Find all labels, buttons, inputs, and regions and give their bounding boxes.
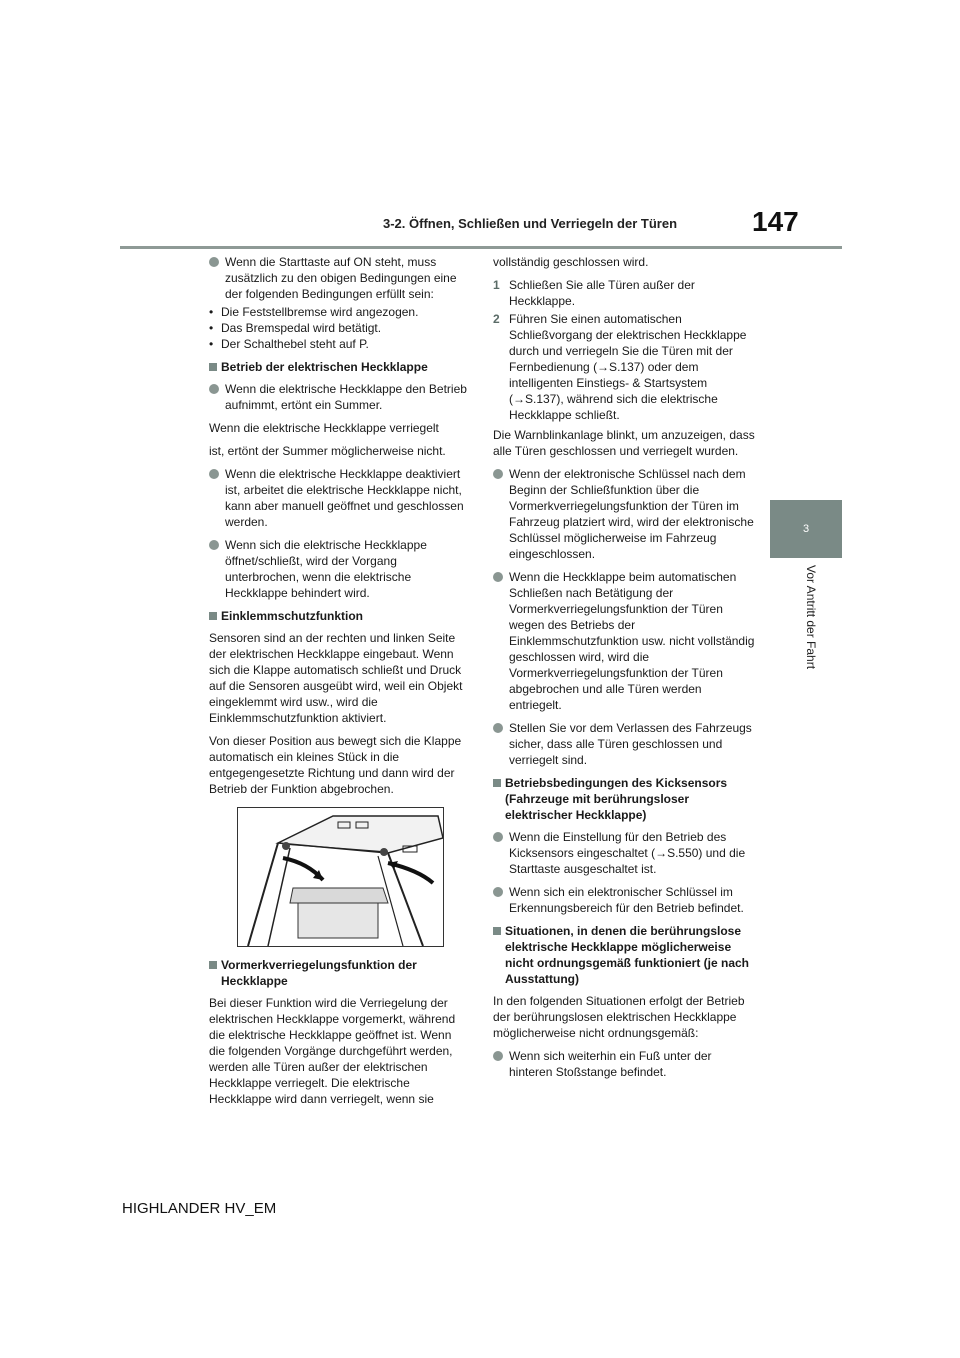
bullet-text: Stellen Sie vor dem Verlassen des Fahrzeugs sicher, dass alle Türen geschlossen und verriegelt sind. xyxy=(509,721,752,767)
left-column xyxy=(209,254,467,1114)
step-item xyxy=(493,277,755,309)
list-item: • Das Bremspedal wird betätigt. xyxy=(209,320,467,336)
step-item xyxy=(493,311,755,423)
bullet-dot-icon xyxy=(209,540,219,550)
right-column xyxy=(493,254,755,1087)
bullet-text: Wenn die elektrische Heckklappe deaktiviert ist, arbeitet die elektrische Heckklappe nicht, kann aber manuell geöffnet und geschlossen werden. xyxy=(225,467,464,529)
bullet-text: Wenn der elektronische Schlüssel nach dem Beginn der Schließfunktion über die Vormerkverriegelungsfunktion der Türen im Fahrzeug platziert wird, wird der elektronische Schlüssel möglicherweise im Fahrzeug eingeschlossen. xyxy=(509,467,754,561)
paragraph: vollständig geschlossen wird. xyxy=(493,255,649,269)
heading-text: Situationen, in denen die berührungslose elektrische Heckklappe möglicherweise nicht ordnungsgemäß funktioniert (je nach Ausstattung) xyxy=(505,924,750,986)
bullet-dot-icon xyxy=(209,257,219,267)
paragraph: Von dieser Position aus bewegt sich die Klappe automatisch ein kleines Stück in die entgegengesetzte Richtung und dann wird der Betrieb der Funktion abgebrochen. xyxy=(209,734,462,796)
square-bullet-icon xyxy=(209,612,217,620)
heading-text: Betriebsbedingungen des Kicksensors (Fahrzeuge mit berührungsloser elektrischer Heckklappe) xyxy=(505,776,728,822)
paragraph: Die Warnblinkanlage blinkt, um anzuzeigen, dass alle Türen geschlossen und verriegelt wurden. xyxy=(493,428,755,458)
step-text: Schließen Sie alle Türen außer der Heckklappe. xyxy=(509,278,695,308)
chapter-number: 3 xyxy=(802,523,810,535)
bullet-text: Wenn die Heckklappe beim automatischen Schließen nach Betätigung der Vormerkverriegelungsfunktion der Türen wegen des Betriebs der Einklemmschutzfunktion usw. nicht vollständig geschlossen wird, wird die Vormerkverriegelungsfunktion der Türen abgebrochen und alle Türen werden entriegelt. xyxy=(509,570,755,712)
bullet-dot-icon xyxy=(209,469,219,479)
tailgate-illustration xyxy=(237,807,444,947)
bullet-item xyxy=(209,381,467,413)
paragraph: ist, ertönt der Summer möglicherweise nicht. xyxy=(209,444,446,458)
footer-model-label: HIGHLANDER HV_EM xyxy=(122,1200,277,1217)
bullet-item xyxy=(493,1048,755,1080)
bullet-item xyxy=(493,829,755,877)
square-bullet-icon xyxy=(209,363,217,371)
tailgate-sensor-diagram xyxy=(238,808,443,946)
bullet-text: Wenn sich die elektrische Heckklappe öffnet/schließt, wird der Vorgang unterbrochen, wenn die elektrische Heckklappe behindert wird. xyxy=(225,538,427,600)
bullet-dot-icon xyxy=(493,723,503,733)
header-divider xyxy=(120,246,842,249)
bullet-item xyxy=(493,466,755,562)
page-number: 147 xyxy=(752,206,799,237)
section-heading xyxy=(209,957,467,989)
square-bullet-icon xyxy=(493,927,501,935)
heading-text: Betrieb der elektrischen Heckklappe xyxy=(221,360,428,374)
paragraph: In den folgenden Situationen erfolgt der Betrieb der berührungslosen elektrischen Heckklappe möglicherweise nicht ordnungsgemäß: xyxy=(493,994,745,1040)
step-number: 2 xyxy=(493,312,500,326)
section-heading xyxy=(209,359,467,375)
paragraph: Wenn die elektrische Heckklappe verriegelt xyxy=(209,421,439,435)
chapter-tab[interactable] xyxy=(770,500,842,558)
heading-text: Vormerkverriegelungsfunktion der Heckklappe xyxy=(221,958,417,988)
bullet-item xyxy=(209,537,467,601)
step-number: 1 xyxy=(493,278,500,292)
bullet-dot-icon xyxy=(493,469,503,479)
paragraph: Bei dieser Funktion wird die Verriegelung der elektrischen Heckklappe vorgemerkt, während die elektrische Heckklappe geöffnet ist. Wenn die folgenden Vorgänge durchgeführt werden, werden alle Türen außer der elektrischen Heckklappe verriegelt. Die elektrische Heckklappe wird dann verriegelt, wenn sie xyxy=(209,996,456,1106)
section-heading xyxy=(493,775,755,823)
bullet-item xyxy=(493,884,755,916)
square-bullet-icon xyxy=(493,779,501,787)
bullet-text: Wenn sich weiterhin ein Fuß unter der hinteren Stoßstange befindet. xyxy=(509,1049,712,1079)
square-bullet-icon xyxy=(209,961,217,969)
bullet-dot-icon xyxy=(209,384,219,394)
bullet-dot-icon xyxy=(493,572,503,582)
list-item: • Die Feststellbremse wird angezogen. xyxy=(209,304,467,320)
paragraph: Sensoren sind an der rechten und linken Seite der elektrischen Heckklappe eingebaut. Wenn sich die Klappe automatisch schließt und Druck auf die Sensoren ausgeübt wird, weil ein Objekt eingeklemmt wird usw., wird die Einklemmschutzfunktion aktiviert. xyxy=(209,631,463,725)
step-text: Führen Sie einen automatischen Schließvorgang der elektrischen Heckklappe durch und verriegeln Sie die Türen mit der Fernbedienung (→S.137) oder dem intelligenten Einstiegs- & Startsystem (→S.137), während sich die elektrische Heckklappe schließt. xyxy=(509,312,747,422)
bullet-dot-icon xyxy=(493,887,503,897)
bullet-item xyxy=(209,466,467,530)
section-title: 3-2. Öffnen, Schließen und Verriegeln der Türen xyxy=(383,216,678,231)
bullet-text: Wenn die Starttaste auf ON steht, muss zusätzlich zu den obigen Bedingungen eine der folgenden Bedingungen erfüllt sein: xyxy=(225,255,457,301)
bullet-text: Wenn die elektrische Heckklappe den Betrieb aufnimmt, ertönt ein Summer. xyxy=(225,382,467,412)
section-heading xyxy=(209,608,467,624)
bullet-item xyxy=(209,254,467,302)
bullet-text: Wenn sich ein elektronischer Schlüssel im Erkennungsbereich für den Betrieb befindet. xyxy=(509,885,744,915)
section-heading xyxy=(493,923,755,987)
heading-text: Einklemmschutzfunktion xyxy=(221,609,364,623)
bullet-text: Wenn die Einstellung für den Betrieb des Kicksensors eingeschaltet (→S.550) und die Starttaste ausgeschaltet ist. xyxy=(509,830,746,876)
chapter-label: Vor Antritt der Fahrt xyxy=(804,565,818,670)
condition-list xyxy=(209,304,467,352)
bullet-dot-icon xyxy=(493,832,503,842)
list-item: • Der Schalthebel steht auf P. xyxy=(209,336,467,352)
bullet-dot-icon xyxy=(493,1051,503,1061)
bullet-item xyxy=(493,569,755,713)
bullet-item xyxy=(493,720,755,768)
